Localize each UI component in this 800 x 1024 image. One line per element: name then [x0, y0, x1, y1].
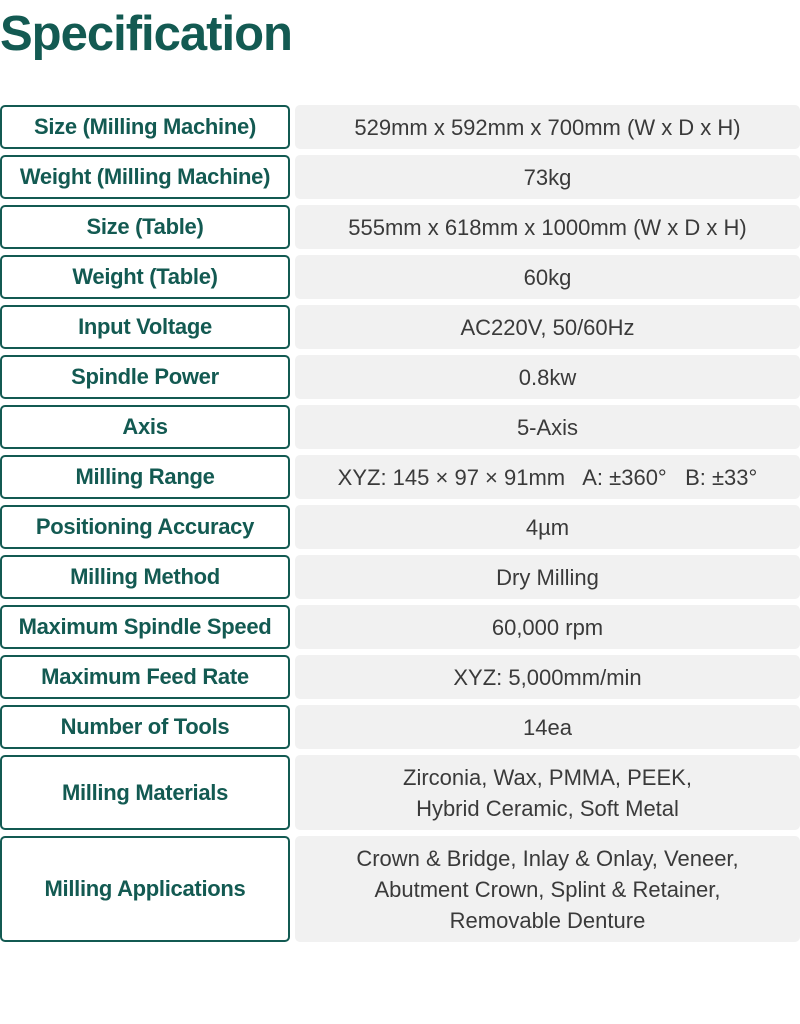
spec-row — [0, 105, 800, 149]
spec-row — [0, 305, 800, 349]
spec-row — [0, 655, 800, 699]
spec-value: 73kg — [295, 155, 800, 199]
spec-value: 60kg — [295, 255, 800, 299]
spec-label: Milling Applications — [0, 836, 290, 942]
spec-label: Weight (Table) — [0, 255, 290, 299]
spec-label: Milling Method — [0, 555, 290, 599]
spec-value: Zirconia, Wax, PMMA, PEEK, Hybrid Ceramic, Soft Metal — [295, 755, 800, 830]
page-title: Specification — [0, 7, 292, 61]
spec-value: AC220V, 50/60Hz — [295, 305, 800, 349]
spec-row — [0, 705, 800, 749]
spec-label: Milling Range — [0, 455, 290, 499]
spec-table — [0, 105, 800, 948]
spec-label: Size (Table) — [0, 205, 290, 249]
spec-value: 529mm x 592mm x 700mm (W x D x H) — [295, 105, 800, 149]
spec-label: Input Voltage — [0, 305, 290, 349]
spec-row — [0, 505, 800, 549]
spec-label: Weight (Milling Machine) — [0, 155, 290, 199]
spec-row — [0, 555, 800, 599]
spec-value: Dry Milling — [295, 555, 800, 599]
spec-value: XYZ: 145 × 97 × 91mm A: ±360° B: ±33° — [295, 455, 800, 499]
spec-value: Crown & Bridge, Inlay & Onlay, Veneer, Abutment Crown, Splint & Retainer, Removable Denture — [295, 836, 800, 942]
spec-value: 0.8kw — [295, 355, 800, 399]
spec-label: Number of Tools — [0, 705, 290, 749]
spec-row — [0, 605, 800, 649]
spec-value: 5-Axis — [295, 405, 800, 449]
spec-row — [0, 255, 800, 299]
spec-row — [0, 836, 800, 942]
spec-label: Axis — [0, 405, 290, 449]
spec-value: 4µm — [295, 505, 800, 549]
spec-label: Maximum Feed Rate — [0, 655, 290, 699]
spec-label: Positioning Accuracy — [0, 505, 290, 549]
spec-label: Milling Materials — [0, 755, 290, 830]
spec-label: Spindle Power — [0, 355, 290, 399]
spec-row — [0, 455, 800, 499]
spec-value: XYZ: 5,000mm/min — [295, 655, 800, 699]
spec-label: Maximum Spindle Speed — [0, 605, 290, 649]
spec-row — [0, 205, 800, 249]
spec-value: 14ea — [295, 705, 800, 749]
spec-row — [0, 405, 800, 449]
spec-label: Size (Milling Machine) — [0, 105, 290, 149]
spec-row — [0, 155, 800, 199]
spec-row — [0, 355, 800, 399]
spec-row — [0, 755, 800, 830]
spec-value: 555mm x 618mm x 1000mm (W x D x H) — [295, 205, 800, 249]
spec-value: 60,000 rpm — [295, 605, 800, 649]
